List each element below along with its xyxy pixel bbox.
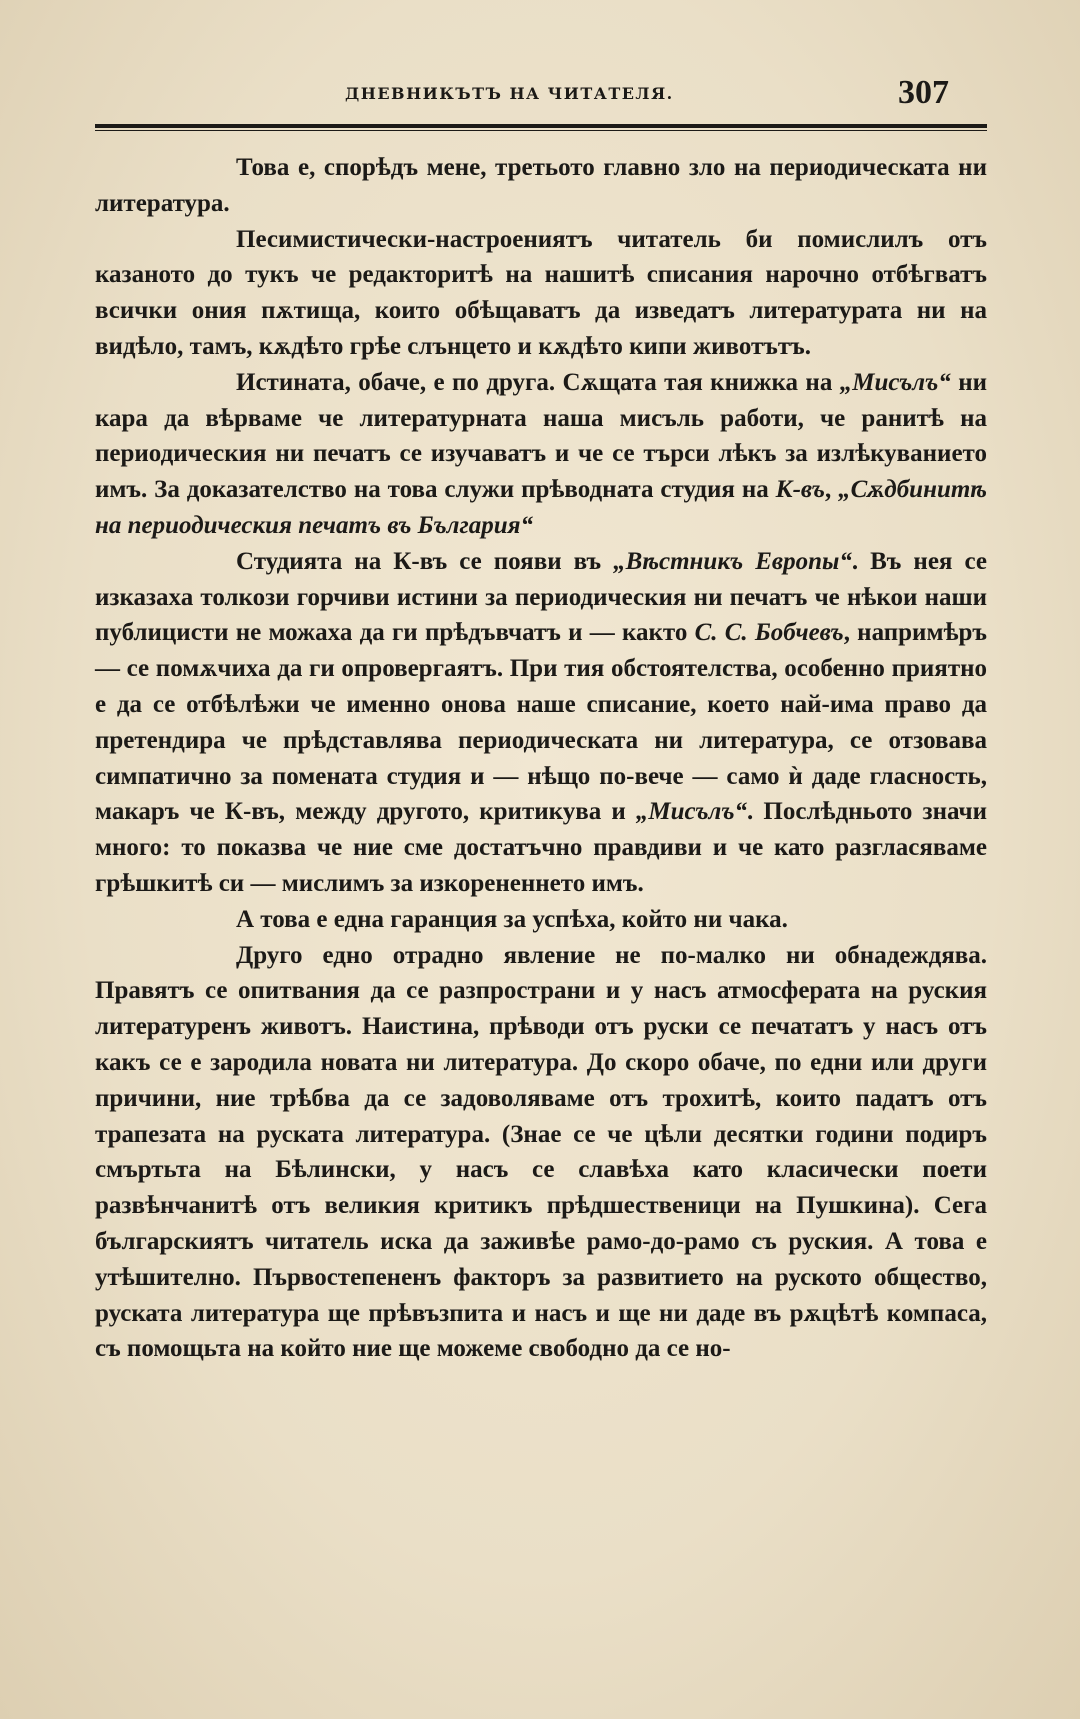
text-run: А това е една гаранция за успѣха, който ни чака. [236, 905, 788, 933]
text-run: Това е, спорѣдъ мене, третьото главно зло на периодическата ни литература. [95, 154, 987, 217]
paragraph [95, 222, 987, 365]
italic-text: С. С. Бобчевъ [694, 619, 844, 647]
paragraph [95, 902, 987, 938]
paragraph [95, 365, 987, 544]
paragraph [95, 544, 987, 902]
italic-text: „Сѫдбинитѣ на периодическия печатъ въ България“ [95, 476, 987, 539]
italic-text: „Мисълъ“ [839, 368, 951, 396]
text-run: Друго едно отрадно явление не по-малко ни обнадеждява. Правятъ се опитвания да се разпространи и у насъ атмосферата на руския литературенъ животъ. Наистина, прѣводи отъ руски се печататъ у насъ отъ какъ се е зародила новата ни литература. До скоро обаче, по едни или други причини, ние трѣбва да се задоволяваме отъ трохитѣ, които падатъ отъ трапезата на руската литература. (Знае се че цѣли десятки години подиръ смъртьта на Бѣлински, у насъ се славѣха като класически поети развѣнчанитѣ отъ великия критикъ прѣдшественици на Пушкина). Сега българскиятъ читатель иска да заживѣе рамо-до-рамо съ руския. А това е утѣшително. Първостепененъ факторъ за развитието на руското общество, руската литература ще прѣвъзпита и насъ и ще ни даде въ рѫцѣтѣ компаса, съ помощьта на който ние ще можеме свободно да се но- [95, 941, 987, 1363]
text-run: , [824, 476, 839, 504]
text-run: Истината, обаче, е по друга. Сѫщата тая книжка на [236, 368, 840, 396]
text-run: . Послѣдньото значи много: то показва че ние сме достатъчно правдиви и че като разгласяваме грѣшкитѣ си — мислимъ за изкорененнето имъ. [95, 798, 987, 897]
running-head [95, 74, 995, 124]
body-text [95, 150, 987, 1367]
text-run: ни кара да вѣрваме че литературната наша мисъль работи, че ранитѣ на периодическия ни печатъ се изучаватъ и че се търси лѣкъ за излѣкуванието имъ. За доказателство на това служи прѣводната студия на [95, 368, 987, 504]
text-run: , напримѣръ — се помѫчиха да ги опровергаятъ. При тия обстоятелства, особенно приятно е да се отбѣлѣжи че именно онова наше списание, което най-има право да претендира че прѣдставлява периодическата ни литература, се отзовава симпатично за помената студия и — нѣщо по-вече — само ѝ даде гласность, макаръ че К-въ, между другото, критикува и [95, 619, 987, 826]
text-run: Студията на К-въ се появи въ [236, 547, 614, 575]
italic-text: „Вѣстникъ Европы“ [613, 547, 852, 575]
header-rule-thin [95, 130, 987, 131]
header-rule-thick [95, 124, 987, 128]
text-run: Песимистически-настроениятъ читатель би помислилъ отъ казаното до тукъ че редакторитѣ на нашитѣ списания нарочно отбѣгватъ всички ония пѫтища, които обѣщаватъ да изведатъ литературата ни на видѣло, тамъ, кѫдѣто грѣе слънцето и кѫдѣто кипи животътъ. [95, 225, 987, 360]
paragraph [95, 150, 987, 222]
text-run: . Въ нея се изказаха толкози горчиви истини за периодическия ни печатъ че нѣкои наши публицисти не можаха да ги прѣдъвчатъ и — както [95, 547, 987, 647]
paragraph [95, 938, 987, 1368]
italic-text: К-въ [775, 476, 825, 504]
italic-text: „Мисълъ“ [635, 798, 747, 826]
running-title: ДНЕВНИКЪТЪ НА ЧИТАТЕЛЯ. [345, 84, 674, 103]
page-number: 307 [898, 74, 949, 111]
